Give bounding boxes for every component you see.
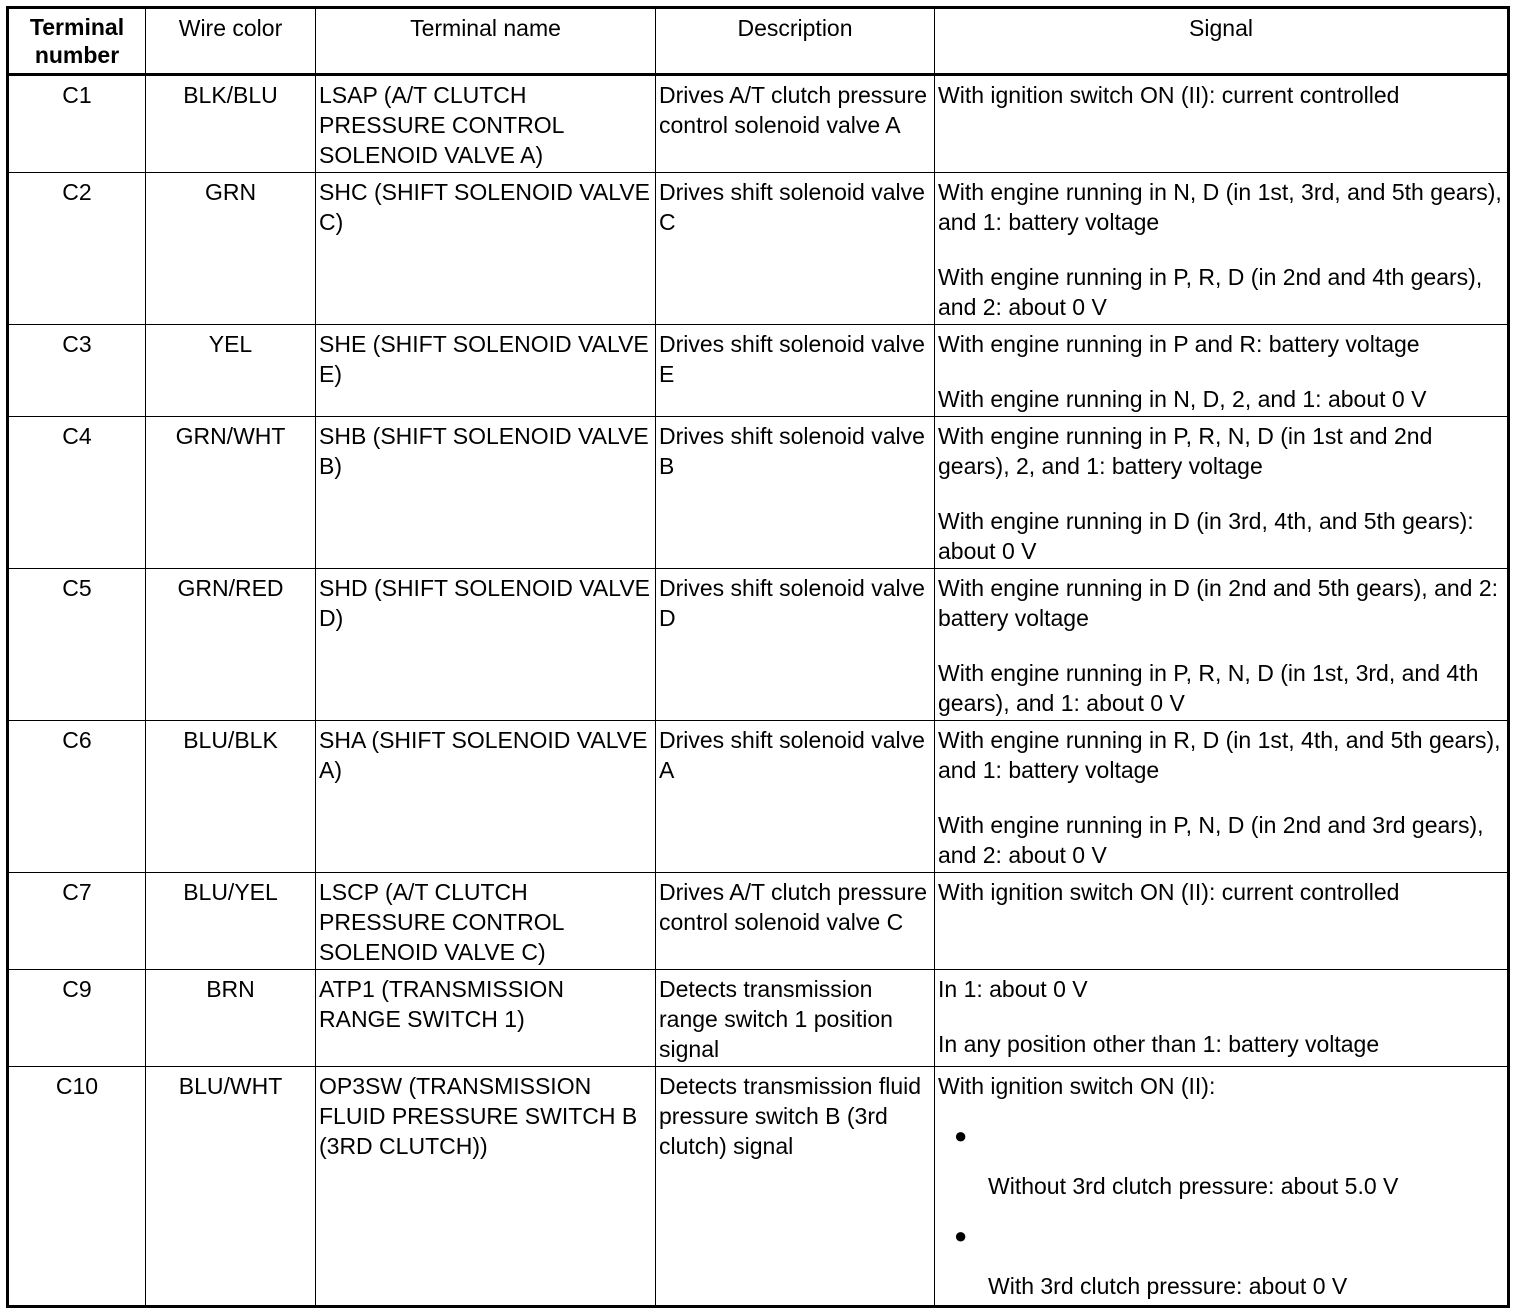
- header-description: Description: [656, 8, 935, 75]
- signal-line: With engine running in R, D (in 1st, 4th, and 5th gears), and 1: battery voltage: [938, 727, 1501, 783]
- terminal-name-cell: SHD (SHIFT SOLENOID VALVE D): [316, 569, 656, 721]
- description-cell: Detects transmission fluid pressure switch B (3rd clutch) signal: [656, 1067, 935, 1307]
- signal-line: With engine running in D (in 2nd and 5th gears), and 2: battery voltage: [938, 575, 1499, 631]
- wire-color-cell: BLU/BLK: [146, 721, 316, 873]
- signal-cell: [935, 417, 1509, 569]
- terminal-name-cell: SHE (SHIFT SOLENOID VALVE E): [316, 325, 656, 417]
- terminal-name-cell: LSCP (A/T CLUTCH PRESSURE CONTROL SOLENOID VALVE C): [316, 873, 656, 970]
- terminal-number-cell: C9: [8, 970, 146, 1067]
- signal-line: In any position other than 1: battery voltage: [938, 1031, 1380, 1057]
- terminal-name-cell: SHC (SHIFT SOLENOID VALVE C): [316, 173, 656, 325]
- header-wire-color: Wire color: [146, 8, 316, 75]
- terminal-number-cell: C5: [8, 569, 146, 721]
- terminal-number-cell: C6: [8, 721, 146, 873]
- table-row: [8, 1067, 1509, 1307]
- signal-line: With engine running in P, N, D (in 2nd and 3rd gears), and 2: about 0 V: [938, 812, 1484, 868]
- wire-color-cell: GRN/RED: [146, 569, 316, 721]
- wire-color-cell: GRN: [146, 173, 316, 325]
- signal-line: With ignition switch ON (II): current controlled: [938, 879, 1400, 905]
- signal-line: With engine running in N, D (in 1st, 3rd, and 5th gears), and 1: battery voltage: [938, 179, 1502, 235]
- bullet-icon: ●: [954, 1223, 968, 1248]
- terminal-number-cell: C4: [8, 417, 146, 569]
- table-row: [8, 417, 1509, 569]
- table-row: [8, 721, 1509, 873]
- terminal-name-cell: SHB (SHIFT SOLENOID VALVE B): [316, 417, 656, 569]
- terminal-name-cell: SHA (SHIFT SOLENOID VALVE A): [316, 721, 656, 873]
- wire-color-cell: BLU/WHT: [146, 1067, 316, 1307]
- signal-line: With engine running in P and R: battery voltage: [938, 331, 1420, 357]
- wire-color-cell: BRN: [146, 970, 316, 1067]
- wire-color-cell: YEL: [146, 325, 316, 417]
- signal-line: With engine running in D (in 3rd, 4th, and 5th gears): about 0 V: [938, 508, 1474, 564]
- description-cell: Drives A/T clutch pressure control solenoid valve C: [656, 873, 935, 970]
- description-cell: Drives shift solenoid valve A: [656, 721, 935, 873]
- bullet-icon: ●: [954, 1123, 968, 1148]
- signal-cell: [935, 873, 1509, 970]
- description-cell: Drives shift solenoid valve B: [656, 417, 935, 569]
- bullet-item-text: Without 3rd clutch pressure: about 5.0 V: [988, 1173, 1399, 1199]
- description-cell: Drives A/T clutch pressure control solenoid valve A: [656, 75, 935, 173]
- signal-line: With engine running in N, D, 2, and 1: about 0 V: [938, 386, 1427, 412]
- table-row: [8, 569, 1509, 721]
- description-cell: Detects transmission range switch 1 position signal: [656, 970, 935, 1067]
- signal-cell: [935, 721, 1509, 873]
- wire-color-cell: GRN/WHT: [146, 417, 316, 569]
- bullet-item-text: With 3rd clutch pressure: about 0 V: [988, 1273, 1348, 1299]
- header-terminal-number: Terminal number: [8, 8, 146, 75]
- signal-line: With engine running in P, R, D (in 2nd and 4th gears), and 2: about 0 V: [938, 264, 1483, 320]
- table-row: [8, 970, 1509, 1067]
- terminal-number-cell: C7: [8, 873, 146, 970]
- signal-cell: [935, 173, 1509, 325]
- terminal-name-cell: OP3SW (TRANSMISSION FLUID PRESSURE SWITCH B (3RD CLUTCH)): [316, 1067, 656, 1307]
- terminal-number-cell: C3: [8, 325, 146, 417]
- signal-line: In 1: about 0 V: [938, 976, 1088, 1002]
- signal-cell: [935, 325, 1509, 417]
- terminal-name-cell: ATP1 (TRANSMISSION RANGE SWITCH 1): [316, 970, 656, 1067]
- description-cell: Drives shift solenoid valve E: [656, 325, 935, 417]
- terminal-table-container: [6, 6, 1510, 1308]
- terminal-name-cell: LSAP (A/T CLUTCH PRESSURE CONTROL SOLENOID VALVE A): [316, 75, 656, 173]
- signal-cell: [935, 569, 1509, 721]
- terminal-number-cell: C2: [8, 173, 146, 325]
- header-signal: Signal: [935, 8, 1509, 75]
- wire-color-cell: BLU/YEL: [146, 873, 316, 970]
- signal-line: With ignition switch ON (II):: [938, 1073, 1216, 1099]
- terminal-signal-table: [6, 6, 1510, 1308]
- signal-cell: [935, 1067, 1509, 1307]
- signal-line: With engine running in P, R, N, D (in 1st, 3rd, and 4th gears), and 1: about 0 V: [938, 660, 1479, 716]
- signal-line: With engine running in P, R, N, D (in 1st and 2nd gears), 2, and 1: battery voltage: [938, 423, 1433, 479]
- terminal-number-cell: C1: [8, 75, 146, 173]
- terminal-number-cell: C10: [8, 1067, 146, 1307]
- wire-color-cell: BLK/BLU: [146, 75, 316, 173]
- table-row: [8, 873, 1509, 970]
- table-header-row: [8, 8, 1509, 75]
- signal-cell: [935, 75, 1509, 173]
- description-cell: Drives shift solenoid valve C: [656, 173, 935, 325]
- header-terminal-name: Terminal name: [316, 8, 656, 75]
- description-cell: Drives shift solenoid valve D: [656, 569, 935, 721]
- table-row: [8, 75, 1509, 173]
- table-row: [8, 173, 1509, 325]
- signal-line: With ignition switch ON (II): current controlled: [938, 82, 1400, 108]
- table-row: [8, 325, 1509, 417]
- signal-cell: [935, 970, 1509, 1067]
